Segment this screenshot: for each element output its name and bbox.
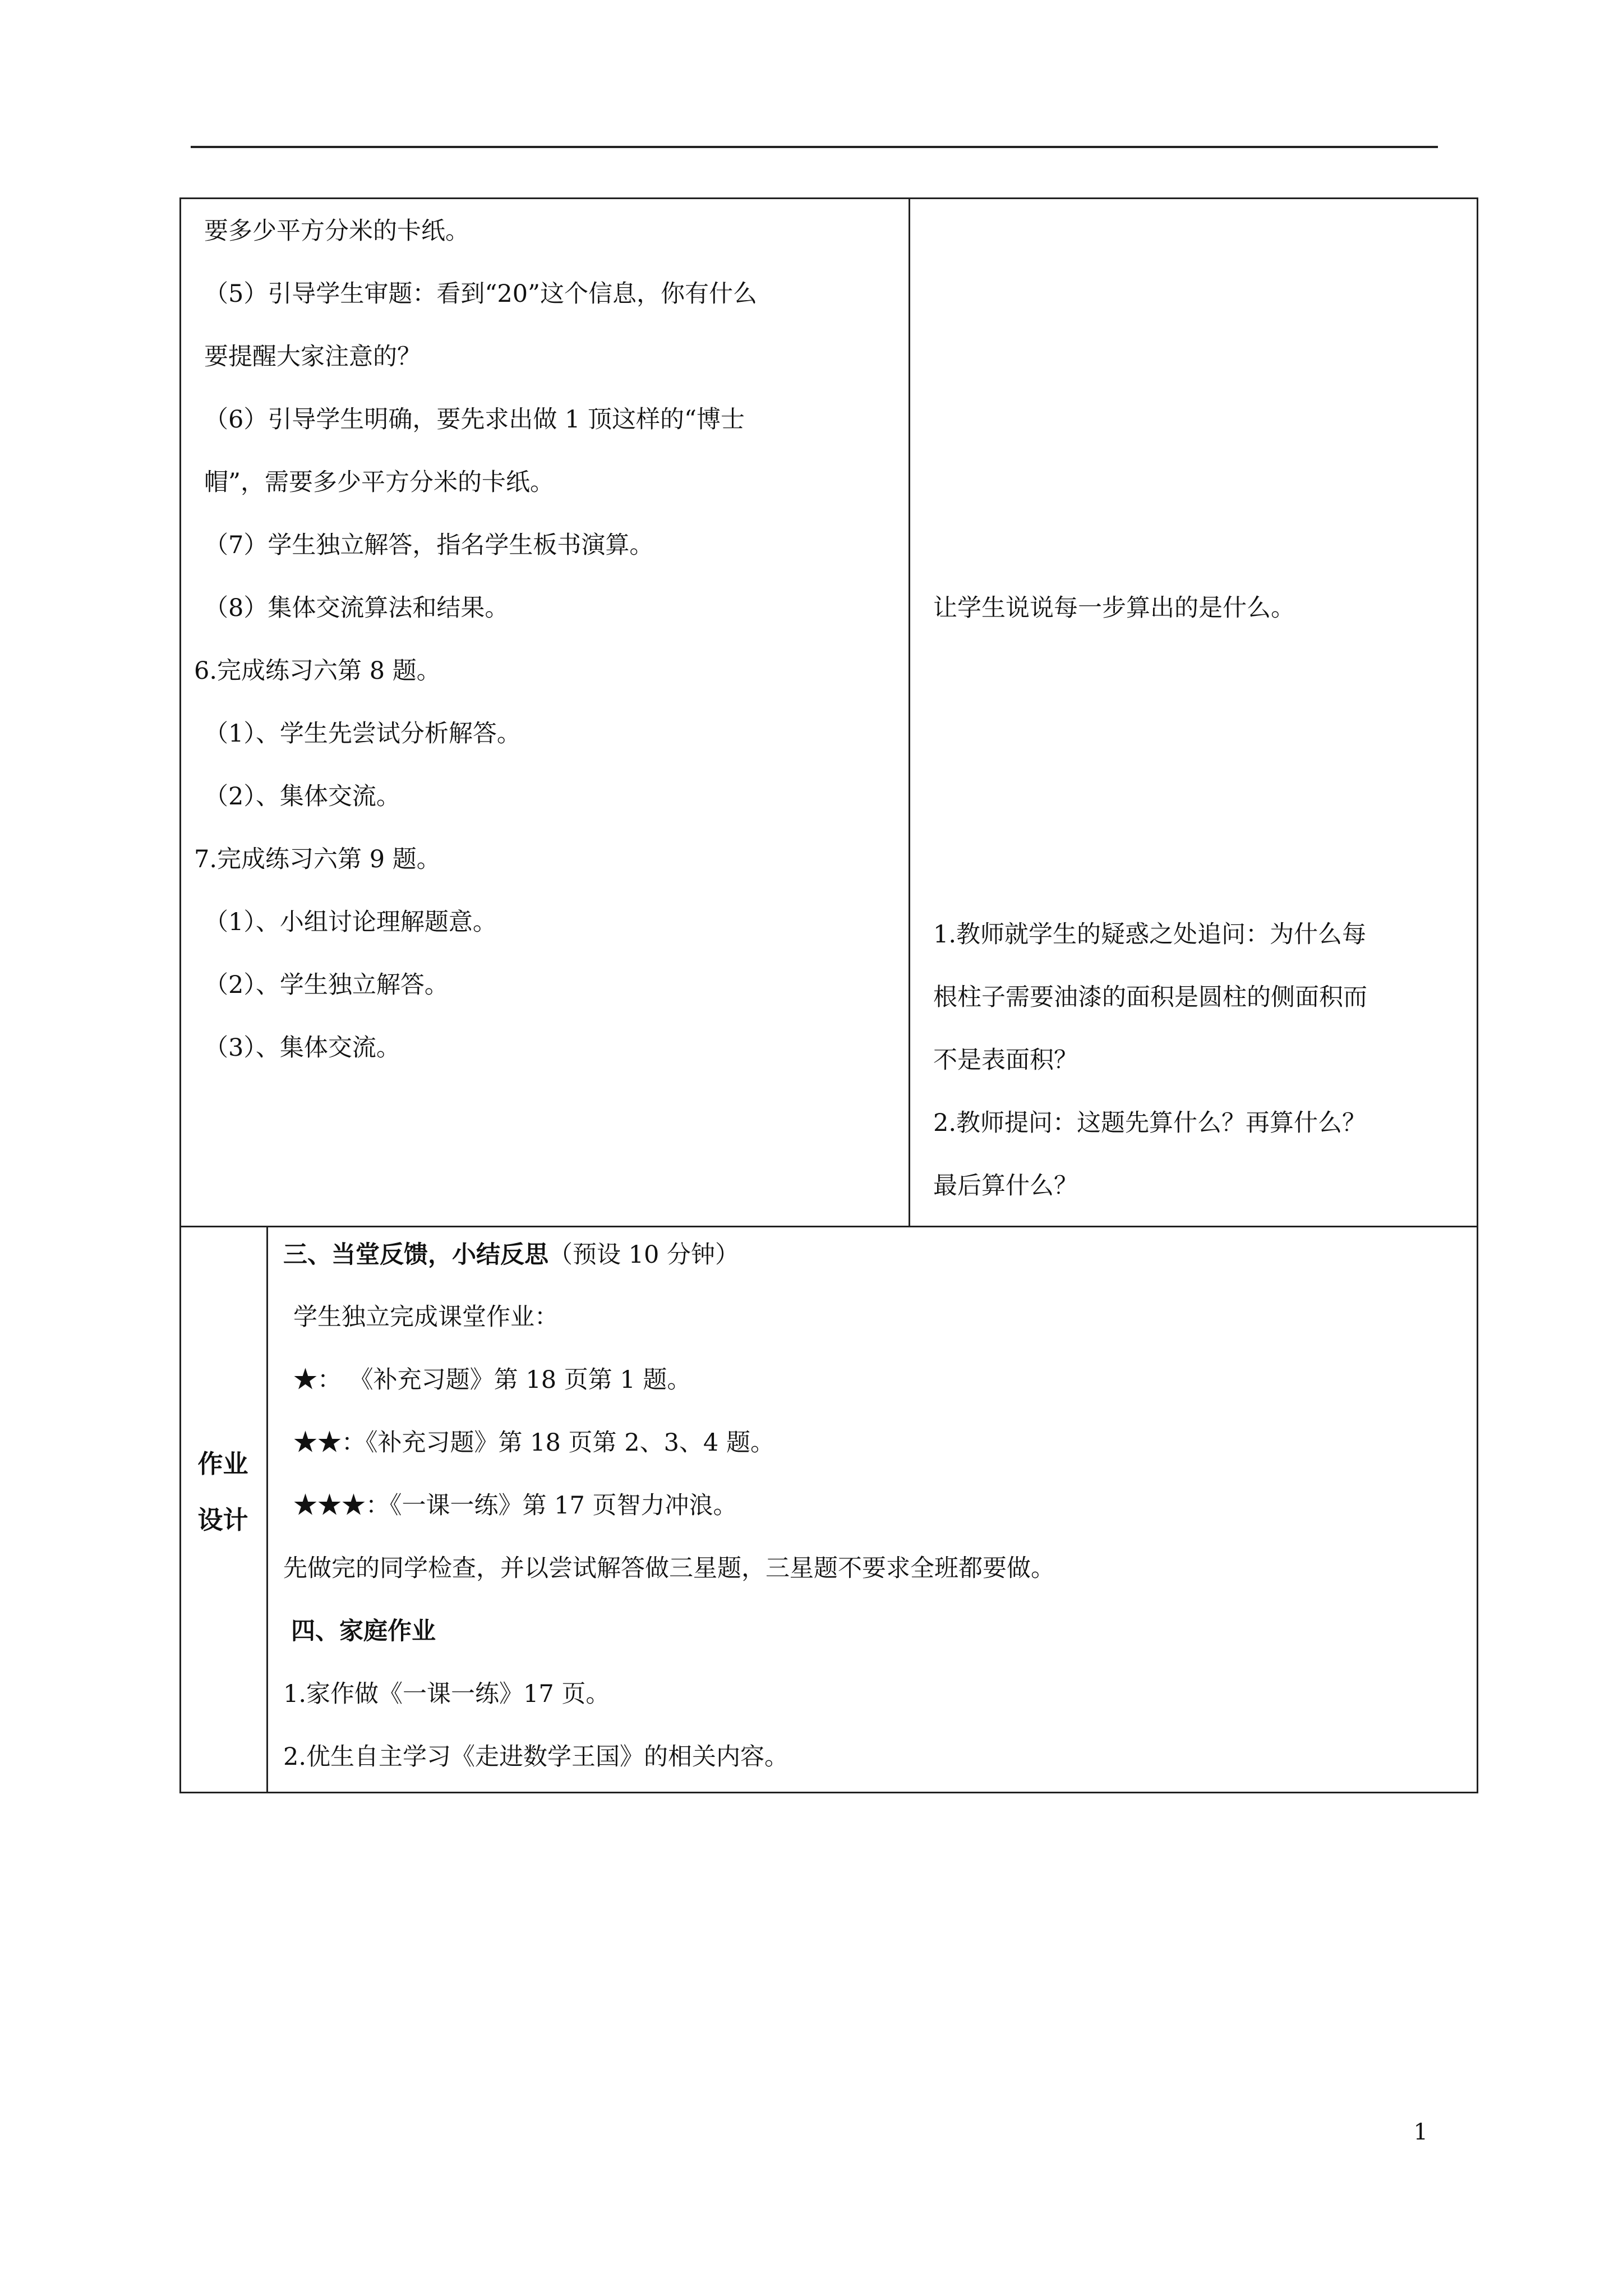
homework-note: 先做完的同学检查，并以尝试解答做三星题，三星题不要求全班都要做。 (283, 1554, 1055, 1582)
left-line-6: （7）学生独立解答，指名学生板书演算。 (204, 531, 654, 559)
home-task-1: 1.家作做《一课一练》17 页。 (283, 1680, 610, 1708)
left-line-9: （1）、学生先尝试分析解答。 (204, 720, 521, 748)
left-line-4: （6）引导学生明确，要先求出做 1 顶这样的“博士 (204, 406, 745, 434)
right-line-5: 最后算什么？ (933, 1172, 1078, 1200)
page-number: 1 (1413, 2119, 1428, 2145)
home-task-2: 2.优生自主学习《走进数学王国》的相关内容。 (283, 1743, 789, 1771)
left-line-14: （3）、集体交流。 (204, 1034, 400, 1062)
homework-label (179, 1436, 266, 1548)
left-line-1: 要多少平方分米的卡纸。 (204, 217, 469, 245)
section4-title: 四、家庭作业 (291, 1617, 436, 1645)
homework-star3: ★★★：《一课一练》第 17 页智力冲浪。 (293, 1492, 737, 1520)
homework-star2: ★★：《补充习题》第 18 页第 2、3、4 题。 (293, 1429, 774, 1457)
right-line-4: 2.教师提问：这题先算什么？再算什么？ (933, 1109, 1367, 1137)
right-line-3: 不是表面积？ (933, 1046, 1078, 1074)
left-line-7: （8）集体交流算法和结果。 (204, 594, 509, 622)
homework-label-line-1: 作业 (197, 1449, 248, 1479)
section3-heading (283, 1238, 739, 1272)
right-line-1: 1.教师就学生的疑惑之处追问：为什么每 (933, 921, 1367, 949)
left-line-11: 7.完成练习六第 9 题。 (194, 845, 441, 873)
homework-star1: ★： 《补充习题》第 18 页第 1 题。 (293, 1366, 691, 1394)
homework-label-line-2: 设计 (197, 1505, 248, 1535)
homework-intro: 学生独立完成课堂作业： (293, 1303, 559, 1331)
left-line-13: （2）、学生独立解答。 (204, 971, 449, 999)
left-line-2: （5）引导学生审题：看到“20”这个信息，你有什么 (204, 280, 758, 308)
section3-time: （预设 10 分钟） (548, 1241, 740, 1269)
left-line-5: 帽”，需要多少平方分米的卡纸。 (204, 468, 554, 496)
homework-label-divider (266, 1226, 268, 1793)
left-line-3: 要提醒大家注意的？ (204, 343, 421, 371)
section3-title: 三、当堂反馈，小结反思 (283, 1241, 548, 1269)
left-line-12: （1）、小组讨论理解题意。 (204, 908, 497, 936)
header-rule (191, 146, 1438, 148)
left-line-10: （2）、集体交流。 (204, 783, 400, 811)
top-table-divider (909, 197, 910, 1227)
right-note-1: 让学生说说每一步算出的是什么。 (933, 594, 1295, 622)
left-line-8: 6.完成练习六第 8 题。 (194, 657, 441, 685)
right-line-2: 根柱子需要油漆的面积是圆柱的侧面积而 (933, 983, 1367, 1011)
